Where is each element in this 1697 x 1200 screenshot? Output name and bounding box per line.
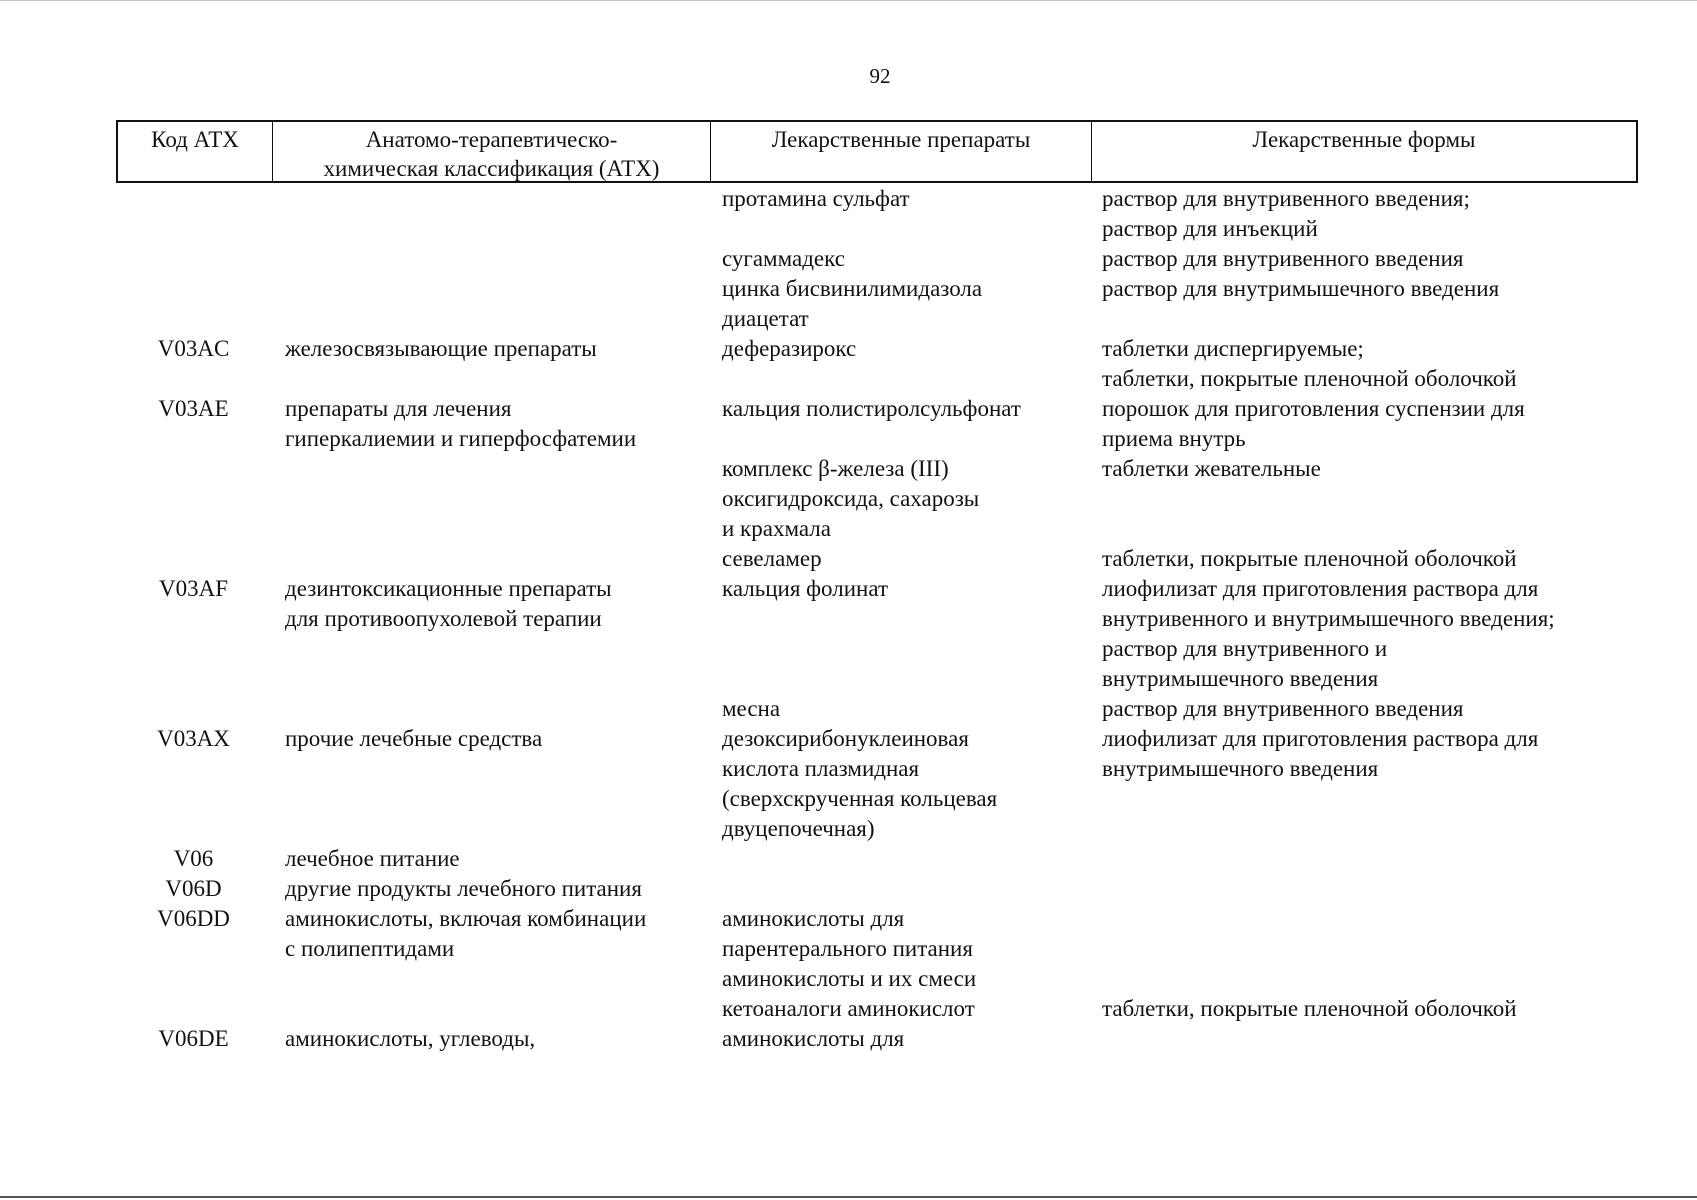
cell-code [116, 964, 271, 994]
cell-forms: раствор для внутримышечного введения [1102, 276, 1500, 301]
cell-forms [1090, 844, 1638, 874]
cell-classification [271, 994, 709, 1024]
cell-classification [271, 274, 709, 334]
cell-drug [709, 874, 1090, 904]
cell-code: V06D [165, 876, 222, 901]
cell-forms: таблетки жевательные [1102, 456, 1321, 481]
cell-code [116, 994, 271, 1024]
cell-code: V06DE [158, 1026, 229, 1051]
cell-classification: препараты для лечения гиперкалиемии и гиперфосфатемии [285, 396, 637, 451]
cell-drug: аминокислоты для парентерального питания [722, 906, 973, 961]
cell-code [116, 454, 271, 544]
scan-edge-bottom [0, 1196, 1697, 1198]
cell-drug: дезоксирибонуклеиновая кислота плазмидная (сверхскрученная кольцевая двуцепочечная) [722, 726, 998, 841]
cell-code [116, 544, 271, 574]
cell-classification [271, 184, 709, 244]
cell-forms: порошок для приготовления суспензии для приема внутрь [1102, 396, 1525, 451]
cell-code [116, 274, 271, 334]
cell-forms: таблетки, покрытые пленочной оболочкой [1102, 996, 1517, 1021]
cell-drug: сугаммадекс [722, 246, 845, 271]
cell-drug: цинка бисвинилимидазола диацетат [722, 276, 983, 331]
cell-forms: раствор для внутривенного введения [1102, 246, 1464, 271]
cell-drug: деферазирокс [722, 336, 857, 361]
cell-classification [271, 454, 709, 544]
page-number: 92 [869, 64, 891, 88]
table-body [116, 184, 1638, 1054]
cell-forms: лиофилизат для приготовления раствора для внутримышечного введения [1102, 726, 1539, 781]
cell-classification [271, 694, 709, 724]
cell-forms [1090, 1024, 1638, 1054]
cell-classification: другие продукты лечебного питания [285, 876, 642, 901]
cell-classification [271, 544, 709, 574]
cell-classification: аминокислоты, включая комбинации с полипептидами [285, 906, 647, 961]
cell-code: V03AC [157, 336, 230, 361]
cell-classification [271, 244, 709, 274]
header-forms: Лекарственные формы [1252, 127, 1476, 152]
cell-drug: комплекс β-железа (III) оксигидроксида, сахарозы и крахмала [722, 456, 980, 541]
cell-classification: прочие лечебные средства [285, 726, 543, 751]
cell-drug: кальция полистиролсульфонат [722, 396, 1021, 421]
header-code: Код АТХ [118, 122, 273, 181]
cell-forms [1090, 904, 1638, 964]
cell-drug: протамина сульфат [722, 186, 910, 211]
cell-forms [1090, 964, 1638, 994]
cell-code: V03AE [158, 396, 229, 421]
cell-forms: раствор для внутривенного введения [1102, 696, 1464, 721]
cell-classification: аминокислоты, углеводы, [285, 1026, 536, 1051]
cell-forms: лиофилизат для приготовления раствора для внутривенного и внутримышечного введения; раствор для внутривенного и внутримышечного введения [1102, 576, 1555, 691]
cell-forms: таблетки, покрытые пленочной оболочкой [1102, 546, 1517, 571]
cell-drug: аминокислоты и их смеси [722, 966, 977, 991]
header-classification: Анатомо-терапевтическо- химическая классификация (АТХ) [273, 122, 711, 181]
cell-code: V06 [173, 846, 214, 871]
cell-drug: кальция фолинат [722, 576, 889, 601]
table-header [116, 120, 1638, 183]
header-drugs: Лекарственные препараты [711, 122, 1092, 181]
cell-drug: севеламер [722, 546, 822, 571]
cell-classification: дезинтоксикационные препараты для противоопухолевой терапии [285, 576, 612, 631]
cell-forms [1090, 874, 1638, 904]
cell-classification: железосвязывающие препараты [285, 336, 597, 361]
scan-edge-top [0, 0, 1697, 1]
cell-code: V03AF [158, 576, 228, 601]
cell-forms: таблетки диспергируемые; таблетки, покрытые пленочной оболочкой [1102, 336, 1517, 391]
cell-drug: кетоаналоги аминокислот [722, 996, 975, 1021]
cell-code: V03AX [157, 726, 230, 751]
cell-code [116, 184, 271, 244]
cell-drug: месна [722, 696, 781, 721]
cell-code [116, 244, 271, 274]
cell-drug [709, 844, 1090, 874]
cell-forms: раствор для внутривенного введения; раствор для инъекций [1102, 186, 1470, 241]
cell-classification: лечебное питание [285, 846, 460, 871]
cell-code: V06DD [157, 906, 230, 931]
cell-drug: аминокислоты для [722, 1026, 905, 1051]
cell-code [116, 694, 271, 724]
cell-classification [271, 964, 709, 994]
